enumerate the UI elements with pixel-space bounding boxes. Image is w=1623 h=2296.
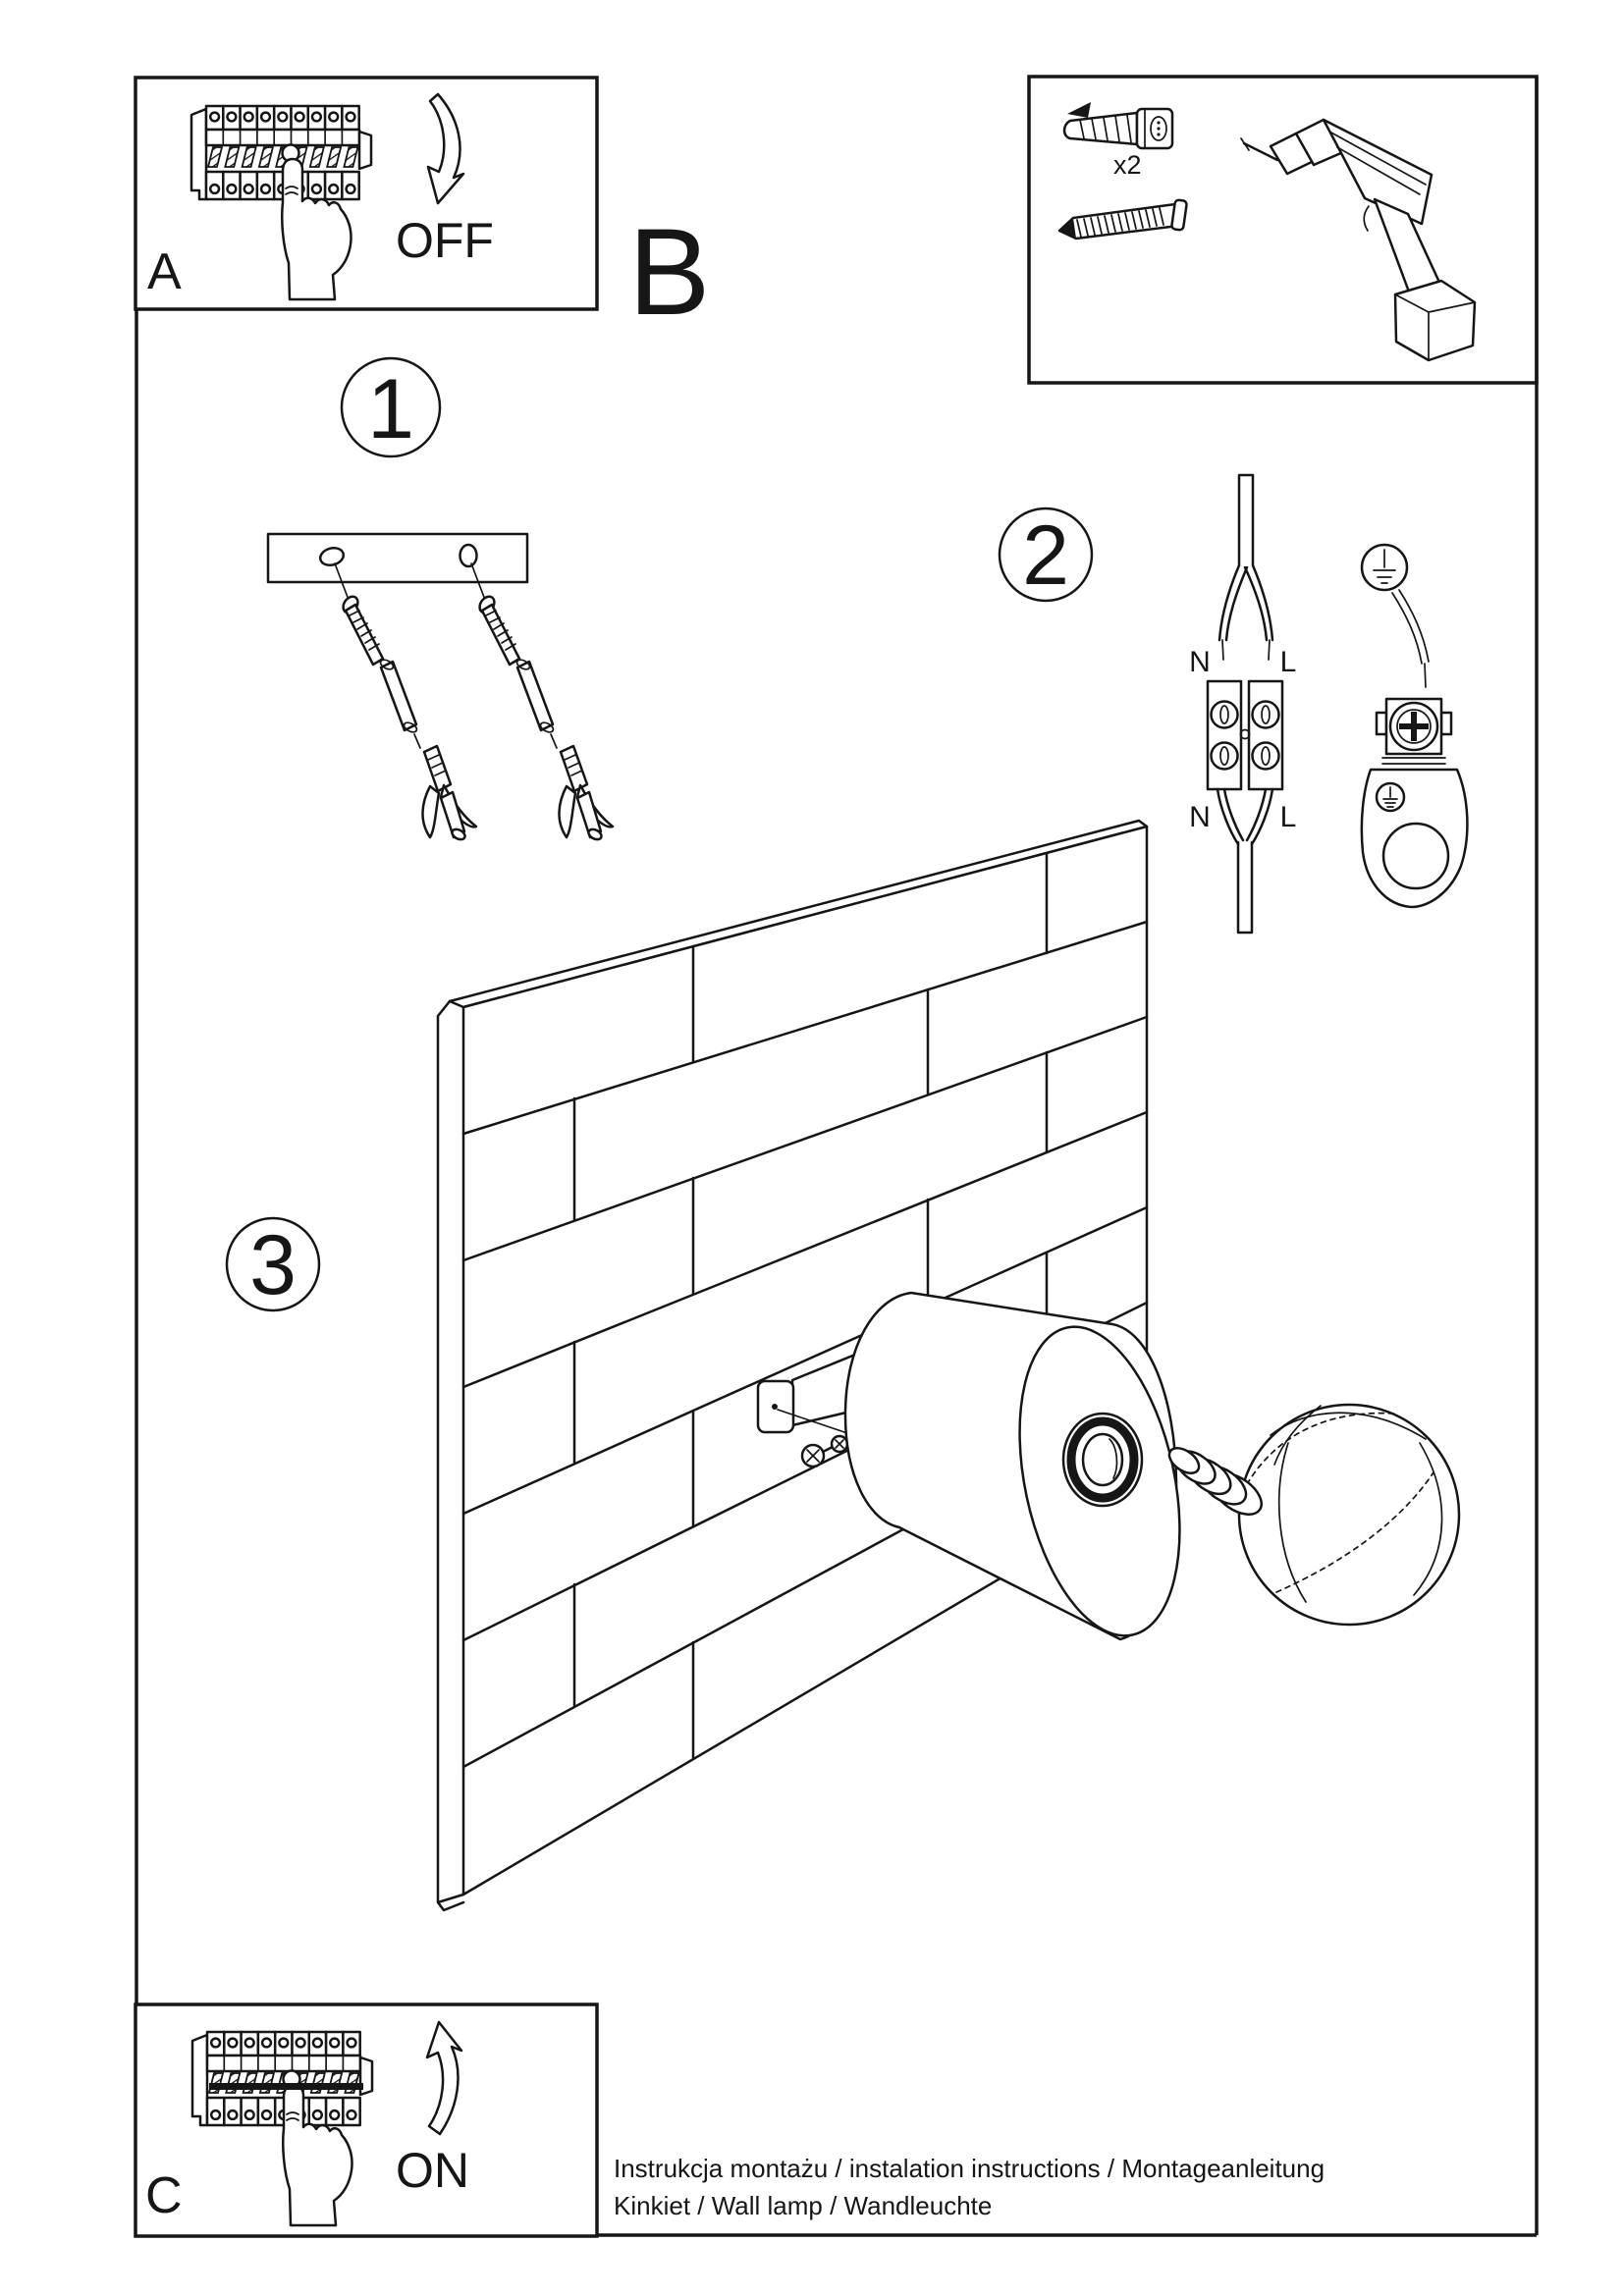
- screw-icon: [1059, 199, 1187, 239]
- anchor-quantity: x2: [1113, 150, 1142, 180]
- breaker-on-bar: [209, 2083, 363, 2090]
- wall-anchor-icon: [471, 563, 613, 841]
- step-1-number: 1: [367, 362, 414, 456]
- wire-label-neutral: N: [1189, 646, 1211, 678]
- panel-c-state: ON: [396, 2143, 469, 2198]
- section-b-label: B: [628, 204, 711, 341]
- ground-terminal: [1362, 590, 1468, 907]
- step-2-number: 2: [1022, 508, 1069, 603]
- ground-symbol-icon: [1362, 545, 1407, 590]
- step-3-number: 3: [249, 1218, 297, 1312]
- wall-anchor-icon: [335, 563, 476, 841]
- panel-a-state: OFF: [396, 213, 494, 268]
- wire-label-live: L: [1279, 646, 1297, 678]
- step-1: [268, 358, 613, 841]
- step-3: [227, 821, 1459, 1910]
- on-arrow-icon: [427, 2022, 461, 2134]
- circuit-breaker-icon: [191, 106, 371, 299]
- panel-a: [135, 78, 597, 309]
- circuit-breaker-icon: [192, 2032, 372, 2225]
- mounting-bracket: [268, 534, 527, 582]
- mains-cable-bottom: [1217, 789, 1272, 933]
- panel-c: [135, 2004, 597, 2236]
- footer-line-1: Instrukcja montażu / instalation instructions / Montageanleitung: [614, 2154, 1325, 2183]
- footer: [614, 2154, 1325, 2220]
- panel-c-label: C: [145, 2167, 183, 2224]
- wire-label-live: L: [1279, 801, 1297, 833]
- wall-plug-icon: [1064, 102, 1172, 148]
- terminal-block: [1208, 681, 1282, 789]
- bulb: [1164, 1405, 1459, 1625]
- panel-a-label: A: [147, 243, 182, 300]
- mains-cable-top: [1219, 475, 1272, 660]
- wire-label-neutral: N: [1189, 801, 1211, 833]
- footer-line-2: Kinkiet / Wall lamp / Wandleuchte: [614, 2191, 993, 2220]
- parts-box: [1029, 77, 1537, 383]
- off-arrow-icon: [428, 94, 463, 203]
- drill-icon: [1241, 120, 1475, 360]
